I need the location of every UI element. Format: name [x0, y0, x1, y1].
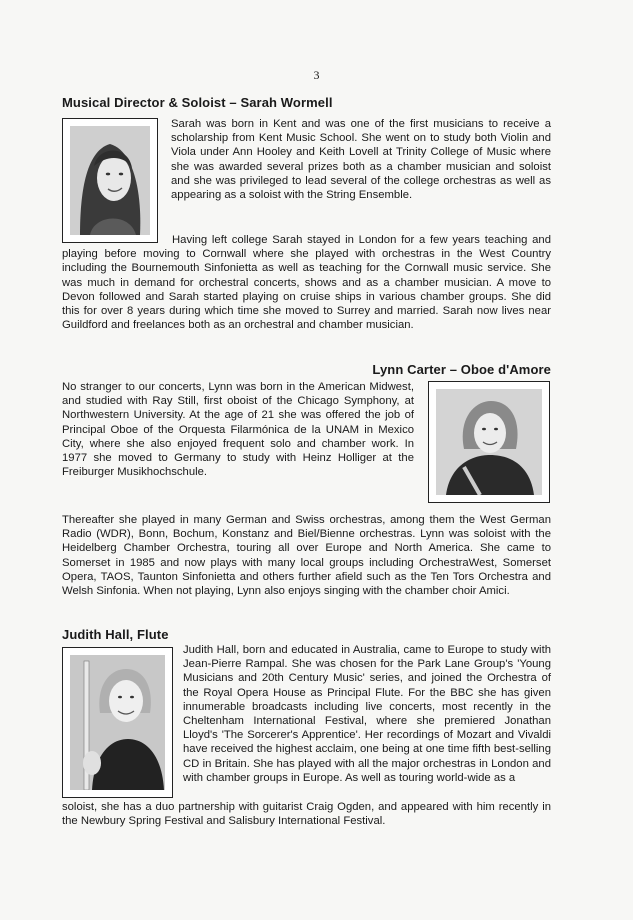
bio-paragraph: Sarah was born in Kent and was one of the first musicians to receive a scholarship from Kent Music School. She went on to study both Violin and Viola under Ann Hooley and Keith Lovell at Trinity College of Music where she was awarded several prizes both as a chamber musician and soloist and she was privileged to lead several of the college orchestras as well as appearing as a soloist with the String Ensemble.: [171, 118, 551, 202]
bio-text-wormell-1: [171, 117, 551, 202]
section-heading-hall: Judith Hall, Flute: [62, 627, 169, 642]
portrait-photo-hall: [62, 647, 173, 798]
portrait-carter-icon: [436, 389, 542, 495]
section-heading-wormell: Musical Director & Soloist – Sarah Wormell: [62, 95, 333, 110]
bio-text-hall-2: [62, 800, 551, 828]
bio-text-wormell-2: [62, 233, 551, 332]
bio-paragraph: soloist, she has a duo partnership with guitarist Craig Ogden, and appeared with him recently in the Newbury Spring Festival and Salisbury International Festival.: [62, 801, 551, 828]
portrait-photo-wormell: [62, 118, 158, 243]
section-heading-carter: Lynn Carter – Oboe d'Amore: [372, 362, 551, 377]
page-number: 3: [313, 68, 320, 82]
bio-paragraph: No stranger to our concerts, Lynn was born in the American Midwest, and studied with Ray Still, first oboist of the Chicago Symphony, at Northwestern University. At the age of 21 she was offered the job of Principal Oboe of the Orquesta Filarmónica de la UNAM in Mexico City, where she also enjoyed frequent solo and chamber work. In 1977 she moved to Germany to study with Heinz Holliger at the Freiburger Musikhochschule.: [62, 381, 414, 479]
bio-text-carter-2: [62, 513, 551, 598]
portrait-hall-icon: [70, 655, 165, 790]
bio-text-carter-1: [62, 380, 414, 479]
bio-paragraph: Judith Hall, born and educated in Australia, came to Europe to study with Jean-Pierre Rampal. She was chosen for the Park Lane Group's 'Young Musicians and 20th Century Music' series, and joined the Orchestra of the Royal Opera House as Principal Flute. For the BBC she has given innumerable broadcasts including live concerts, most recently in the Cheltenham International Festival, where she premiered Jonathan Lloyd's 'The Sorcerer's Apprentice'. Her recordings of Mozart and Vivaldi have received the highest acclaim, one being at one time fifth best-selling CD in Britain. She has played with all the major orchestras in London and with chamber groups in Europe. As well as touring world-wide as a: [183, 644, 551, 784]
bio-paragraph: Having left college Sarah stayed in London for a few years teaching and playing before moving to Cornwall where she played with orchestras in the West Country including the Bournemouth Sinfonietta as well as teaching for the Cornwall music service. She was much in demand for orchestral concerts, shows and as a chamber musician. A move to Devon followed and Sarah started playing on cruise ships in various chamber groups. She did this for over 8 years during which time she moved to Surrey and married. Sarah now lives near Guildford and freelances both as an orchestral and chamber musician.: [62, 234, 551, 332]
bio-text-hall-1: [183, 643, 551, 785]
portrait-photo-carter: [428, 381, 550, 503]
bio-paragraph: Thereafter she played in many German and Swiss orchestras, among them the West German Radio (WDR), Bonn, Bochum, Konstanz and Biel/Bienne orchestras. Lynn was soloist with the Heidelberg Chamber Orchestra, touring all over Europe and North America. She came to Somerset in 1985 and now plays with many local groups including OrchestraWest, Somerset Opera, TAOS, Taunton Sinfonietta and others further afield such as the Ten Tors Orchestra and Welsh Sinfonia. When not playing, Lynn also enjoys singing with the chamber choir Amici.: [62, 514, 551, 598]
portrait-wormell-icon: [70, 126, 150, 235]
